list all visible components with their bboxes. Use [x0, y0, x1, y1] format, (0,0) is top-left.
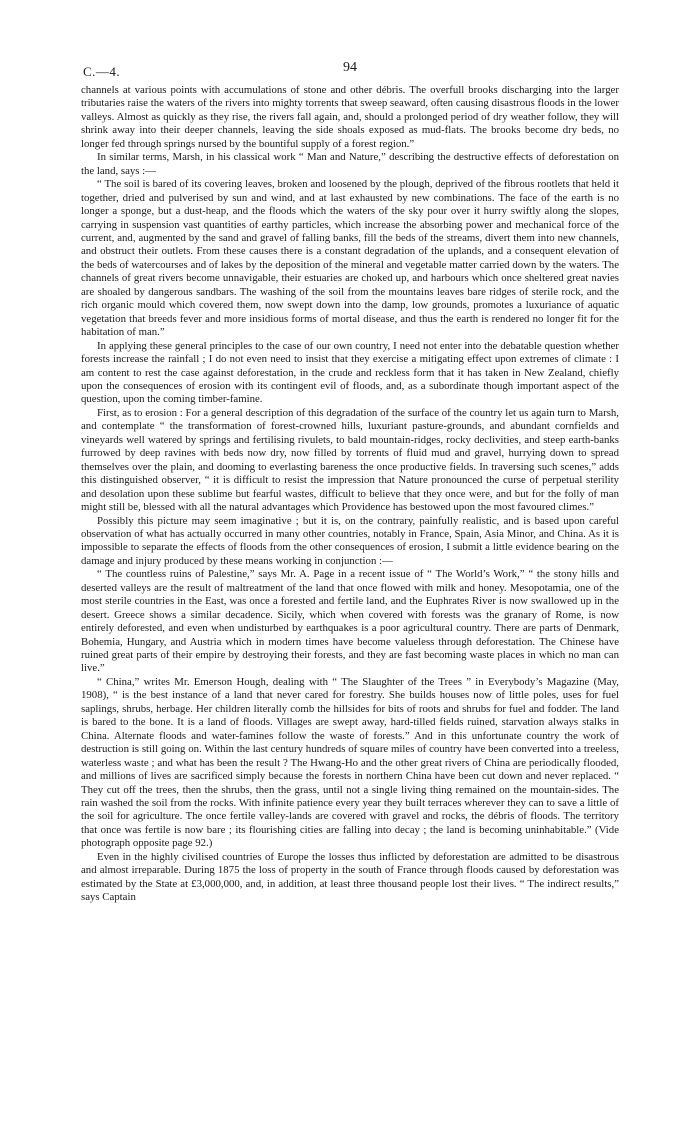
block-quote: “ China,” writes Mr. Emerson Hough, dealing with “ The Slaughter of the Trees ” in Everybody’s Magazine (May, 1908), “ is the best instance of a land that never cared for forestry. She builds houses now of little poles, uses for fuel saplings, shrubs, herbage. Her children literally comb the hillsides for bits of roots and shrubs for fuel and fodder. The land is bared to the bone. It is a land of floods. Villages are swept away, hard-tilled fields ruined, starvation always stalks in China. Alternate floods and water-famines follow the waste of forests.” And in this unfortunate country the work of destruction is still going on. Within the last century hundreds of square miles of country have been converted into a treeless, waterless waste ; and what has been the result ? The Hwang-Ho and the other great rivers of China are periodically flooded, and millions of lives are sacrificed simply because the forests in northern China have been cut down and never replaced. “ They cut off the trees, then the shrubs, then the grass, until not a single living thing remained on the mountain-sides. The rain washed the soil from the rocks. With infinite patience every year they built terraces wherever they can to save a little of the soil for agriculture. The once fertile valley-lands are covered with gravel and rocks, the débris of floods. The territory that once was fertile is now bare ; its flourishing cities are falling into decay ; the land is becoming uninhabitable.” (Vide photograph opposite page 92.)	[81, 675, 619, 850]
page-number: 94	[343, 60, 357, 75]
block-quote: “ The countless ruins of Palestine,” says Mr. A. Page in a recent issue of “ The World’s Work,” “ the stony hills and deserted valleys are the result of maltreatment of the land that once flowed with milk and honey. Mesopotamia, one of the most sterile countries in the East, was once a forested and fertile land, and the Euphrates River is now swallowed up in the desert. Greece shows a similar decadence. Sicily, which when covered with forests was the granary of Rome, is now entirely deforested, and even when undisturbed by earthquakes is a poor agricultural country. There are parts of Denmark, Bohemia, Hungary, and Austria which in modern times have become valueless through deforestation. The Chinese have ruined great parts of their empire by destroying their forests, and they are fast becoming waste places in which no man can live.”	[81, 568, 619, 675]
page-header	[81, 58, 619, 84]
paragraph: Even in the highly civilised countries of Europe the losses thus inflicted by deforestation are admitted to be disastrous and almost irreparable. During 1875 the loss of property in the south of France through floods caused by deforestation was estimated by the State at £3,000,000, and, in addition, at least three thousand people lost their lives. “ The indirect results,” says Captain	[81, 850, 619, 904]
paragraph: First, as to erosion : For a general description of this degradation of the surface of the country let us again turn to Marsh, and contemplate “ the transformation of forest-crowned hills, luxuriant pasture-grounds, and abundant cornfields and vineyards well watered by springs and fertilising rivulets, to bald mountain-ridges, rocky declivities, and steep earth-banks furrowed by deep ravines with beds now dry, now filled by torrents of fluid mud and gravel, hurrying down to spread themselves over the plain, and dooming to everlasting bareness the once productive fields. In traversing such scenes,” adds this distinguished observer, “ it is difficult to resist the impression that Nature pronounced the curse of perpetual sterility and desolation upon these sublime but fearful wastes, difficult to believe that they once were, and but for the folly of man might still be, blessed with all the natural advantages which Providence has bestowed upon the most favoured climes.”	[81, 406, 619, 514]
paragraph: Possibly this picture may seem imaginative ; but it is, on the contrary, painfully realistic, and is based upon careful observation of what has actually occurred in many other countries, notably in France, Spain, Asia Minor, and China. As it is impossible to separate the effects of floods from the other consequences of erosion, I submit a little evidence bearing on the damage and injury produced by these means working in conjunction :—	[81, 514, 619, 567]
paragraph: channels at various points with accumulations of stone and other débris. The overfull brooks discharging into the larger tributaries raise the waters of the rivers into mighty torrents that sweep seaward, often causing disastrous floods in the lower valleys. Almost as quickly as they rise, the rivers fall again, and, should a prolonged period of dry weather follow, they will shrink away into their deeper channels, leaving the side shoals exposed as mud-flats. The brooks become dry beds, no longer fed through springs nursed by the bountiful supply of a forest region.”	[81, 84, 619, 150]
paper-reference: C.—4.	[83, 64, 121, 79]
body-text	[81, 84, 619, 905]
paragraph: In applying these general principles to the case of our own country, I need not enter into the debatable question whether forests increase the rainfall ; I do not even need to insist that they exercise a mitigating effect upon extremes of climate : I am content to rest the case against deforestation, in the crude and reckless form that it has taken in New Zealand, chiefly upon the consequences of erosion with its contingent evil of floods, and, as a subordinate though important aspect of the question, upon the coming timber-famine.	[81, 339, 619, 406]
paragraph: In similar terms, Marsh, in his classical work “ Man and Nature,” describing the destructive effects of deforestation on the land, says :—	[81, 151, 619, 177]
block-quote: “ The soil is bared of its covering leaves, broken and loosened by the plough, deprived of the fibrous rootlets that held it together, dried and pulverised by sun and wind, and at last exhausted by new combinations. The face of the earth is no longer a sponge, but a dust-heap, and the floods which the waters of the sky pour over it hurry swiftly along the slopes, carrying in suspension vast quantities of earthy particles, which increase the absorbing power and mechanical force of the current, and, augmented by the sand and gravel of falling banks, fill the beds of the streams, divert them into new channels, and obstruct their outlets. From these causes there is a constant degradation of the uplands, and a consequent elevation of the beds of watercourses and of lakes by the deposition of the mineral and vegetable matter carried down by the waters. The channels of great rivers become unnavigable, their estuaries are choked up, and harbours which once sheltered great navies are shoaled by dangerous sandbars. The washing of the soil from the mountains leaves bare ridges of sterile rock, and the rich organic mould which covered them, now swept down into the damp, low grounds, promotes a luxuriance of aquatic vegetation that breeds fever and more insidious forms of mortal disease, and thus the earth is rendered no longer fit for the habitation of man.”	[81, 178, 619, 339]
